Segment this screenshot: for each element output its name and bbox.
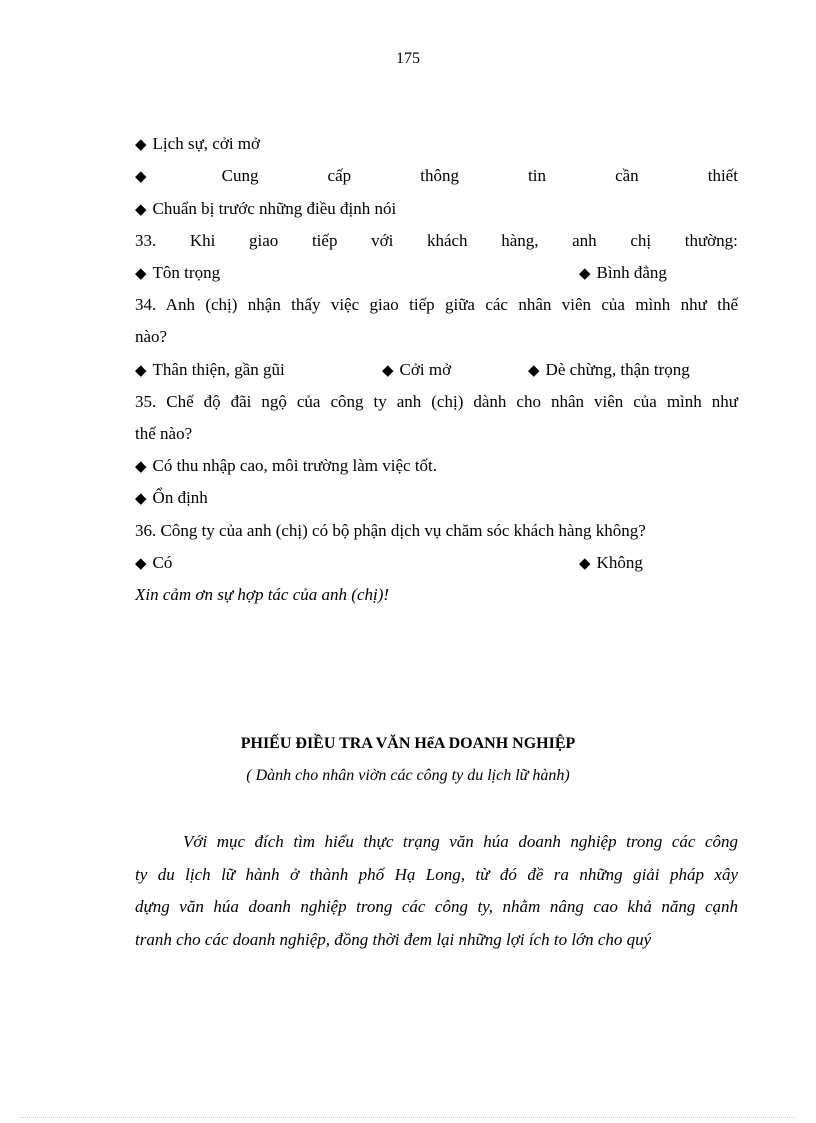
word: cấp [327,166,352,185]
word: khách [426,231,468,250]
option-text: Lịch sự, cởi mở [152,134,261,153]
word: chị [630,231,652,250]
option-text: Dè chừng, thận trọng [545,360,690,379]
word: thường: [684,231,738,250]
option-lich-su [135,133,738,155]
option-text: Có thu nhập cao, môi trường làm việc tốt. [152,456,438,475]
word: hàng, [501,231,539,250]
survey-title: PHIẾU ĐIỀU TRA VĂN HểA DOANH NGHIỆP [240,735,576,752]
intro-line-2: ty du lịch lữ hành ở thành phố Hạ Long, từ đó đề ra những giải pháp xây [135,865,738,884]
thanks-note: Xin cảm ơn sự hợp tác của anh (chị)! [135,585,390,604]
diamond-bullet-icon: ◆ [135,361,147,379]
page-number: 175 [396,50,420,67]
diamond-bullet-icon: ◆ [135,200,147,218]
intro-line-4: tranh cho các doanh nghiệp, đồng thời đem lại những lợi ích to lớn cho quý [135,930,652,949]
diamond-bullet-icon: ◆ [135,457,147,475]
option-chuan-bi [135,198,738,220]
option-than-thien [135,359,285,381]
q36-options [135,552,738,574]
word: thiết [707,166,738,185]
diamond-bullet-icon: ◆ [135,554,147,572]
diamond-bullet-icon: ◆ [528,361,540,379]
word: 33. [135,231,157,250]
diamond-bullet-icon: ◆ [135,167,147,185]
q34-options [135,359,738,381]
option-binh-dang [579,262,667,284]
option-text: Cởi mở [399,360,452,379]
option-cung-cap [135,165,738,187]
option-thu-nhap-cao [135,455,738,477]
page-bottom-rule [20,1117,796,1118]
question-34-line-1: 34. Anh (chị) nhận thấy việc giao tiếp giữa các nhân viên của mình như thế [135,295,738,314]
option-text: Không [596,553,643,572]
option-text: Có [152,553,173,572]
q33-options [135,262,738,284]
question-35-line-1: 35. Chế độ đãi ngộ của công ty anh (chị) dành cho nhân viên của mình như [135,392,738,411]
word: với [371,231,394,250]
question-35-line-2: thế nào? [135,424,193,443]
survey-subtitle: ( Dành cho nhân viờn các công ty du lịch lữ hành) [246,767,570,784]
intro-line-1: Với mục đích tìm hiểu thực trạng văn húa doanh nghiệp trong các công [183,832,738,851]
option-co [135,552,172,574]
diamond-bullet-icon: ◆ [579,554,591,572]
diamond-bullet-icon: ◆ [135,264,147,282]
option-text: Bình đẳng [596,263,667,282]
option-de-chung [528,359,690,381]
option-khong [579,552,643,574]
word: Cung [221,166,259,185]
word: tiếp [311,231,338,250]
word: Khi [189,231,216,250]
word: thông [420,166,459,185]
option-text: Thân thiện, gần gũi [152,360,285,379]
intro-line-3: dựng văn húa doanh nghiệp trong các công ty, nhằm nâng cao khả năng cạnh [135,897,738,916]
option-ton-trong [135,262,220,284]
option-coi-mo [382,359,451,381]
option-text: Chuẩn bị trước những điều định nói [152,199,397,218]
option-text: Tôn trọng [152,263,221,282]
diamond-bullet-icon: ◆ [135,135,147,153]
diamond-bullet-icon: ◆ [135,489,147,507]
option-on-dinh [135,487,738,509]
word: cần [615,166,639,185]
option-text: Ổn định [152,488,208,507]
diamond-bullet-icon: ◆ [382,361,394,379]
diamond-bullet-icon: ◆ [579,264,591,282]
word: giao [249,231,279,250]
question-34-line-2: nào? [135,327,168,346]
question-36: 36. Công ty của anh (chị) có bộ phận dịch vụ chăm sóc khách hàng không? [135,521,646,540]
word: anh [572,231,597,250]
word: tin [528,166,546,185]
question-33 [135,230,738,252]
